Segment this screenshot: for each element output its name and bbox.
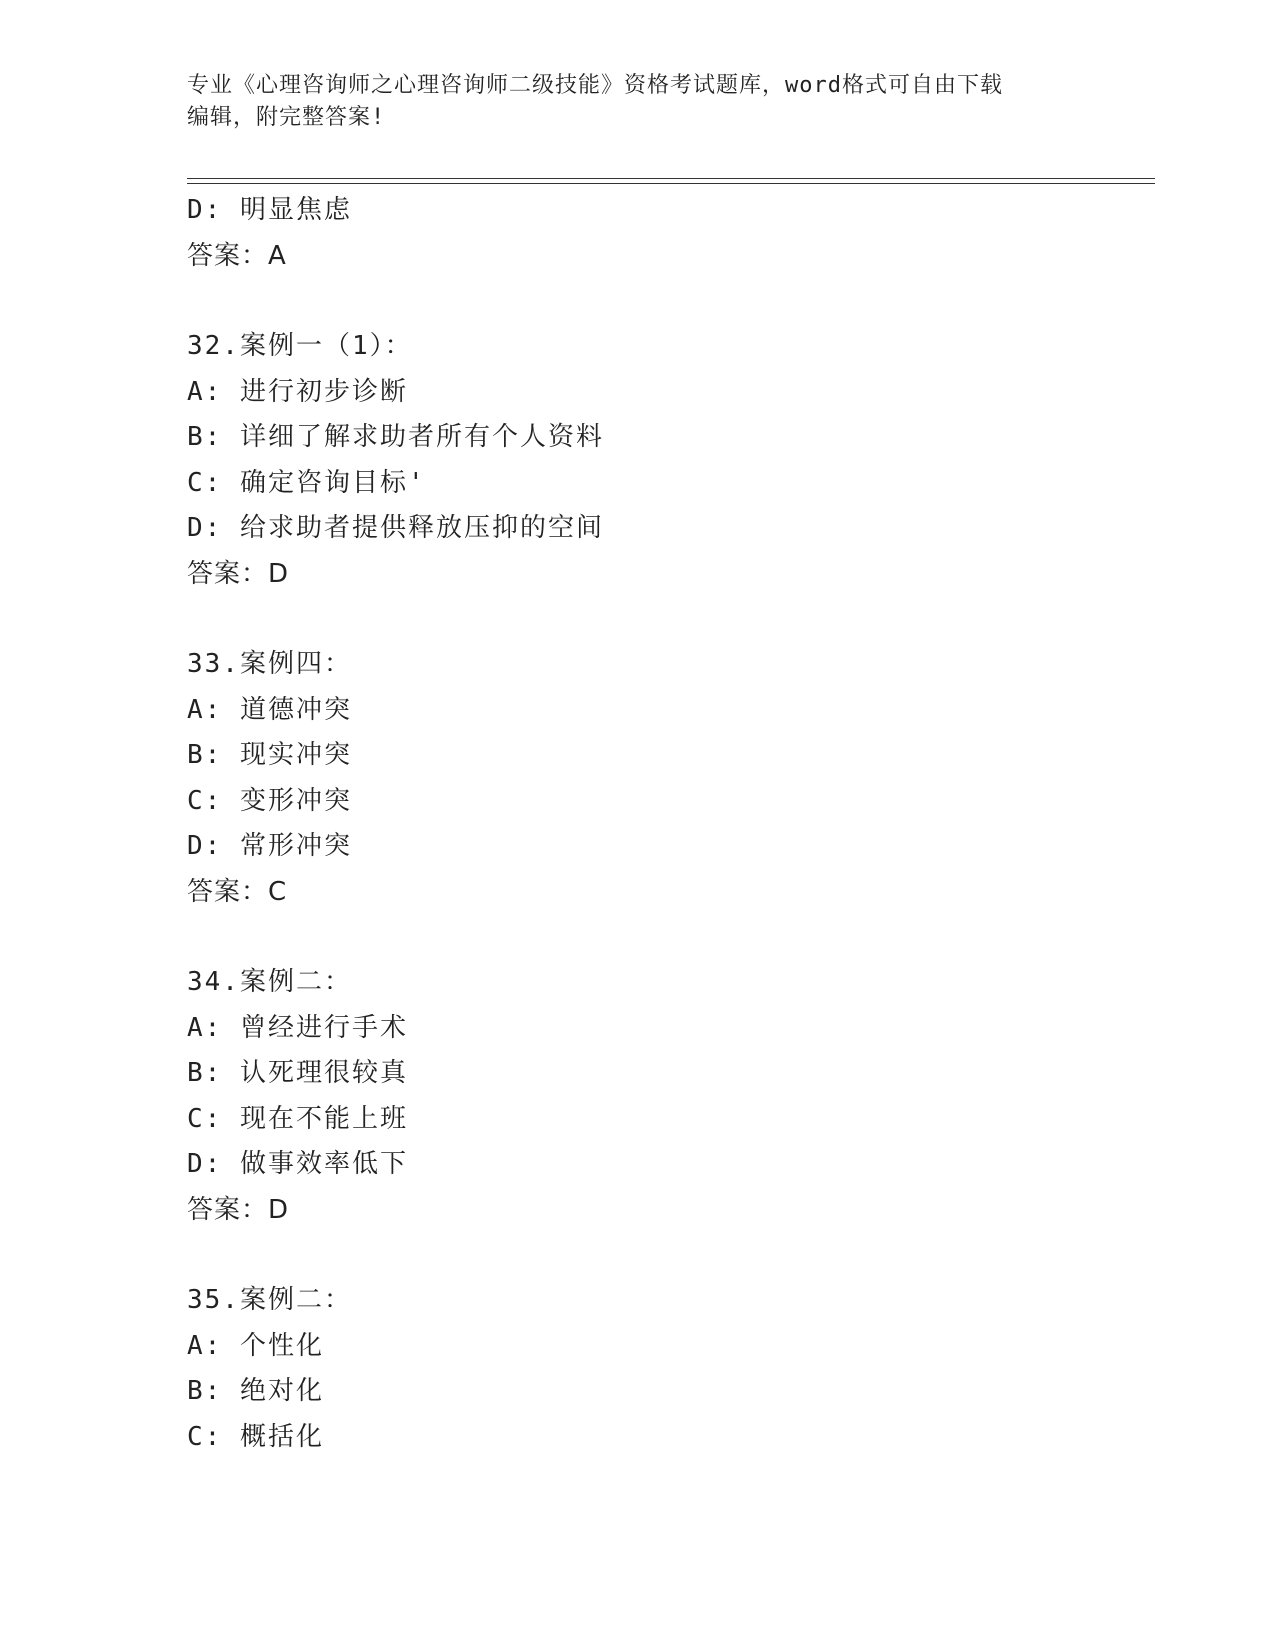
question-title: 34.案例二：	[187, 967, 352, 997]
option-c: C: 概括化	[187, 1421, 324, 1452]
answer: 答案：A	[187, 240, 287, 271]
option-b: B: 详细了解求助者所有个人资料	[187, 422, 604, 452]
option-d: D: 常形冲突	[187, 831, 352, 861]
option-b: B: 现实冲突	[187, 740, 352, 770]
option-b: B: 绝对化	[187, 1376, 324, 1406]
answer: 答案：C	[187, 876, 288, 907]
option-d: D: 做事效率低下	[187, 1149, 408, 1179]
question-34	[187, 960, 1147, 1233]
header-line-1: 专业《心理咨询师之心理咨询师二级技能》资格考试题库，word格式可自由下载	[187, 73, 1003, 98]
question-title: 35.案例二：	[187, 1285, 352, 1315]
question-33	[187, 642, 1147, 915]
option-b: B: 认死理很较真	[187, 1058, 408, 1088]
option-c: C: 确定咨询目标'	[187, 467, 426, 498]
option-c: C: 变形冲突	[187, 785, 352, 816]
option-c: C: 现在不能上班	[187, 1103, 408, 1134]
question-32	[187, 324, 1147, 597]
option-a: A: 进行初步诊断	[187, 376, 408, 407]
header-double-rule	[187, 178, 1155, 184]
header-line-2: 编辑，附完整答案!	[187, 105, 386, 130]
option-a: A: 个性化	[187, 1330, 324, 1361]
option-a: A: 道德冲突	[187, 694, 352, 725]
document-header	[187, 70, 1087, 134]
option-a: A: 曾经进行手术	[187, 1012, 408, 1043]
question-35	[187, 1278, 1147, 1460]
option-d: D: 给求助者提供释放压抑的空间	[187, 513, 604, 543]
answer: 答案：D	[187, 1194, 290, 1225]
question-title: 32.案例一（1）：	[187, 331, 413, 361]
question-title: 33.案例四：	[187, 649, 352, 679]
question-list	[187, 188, 1147, 1460]
answer: 答案：D	[187, 558, 290, 589]
option-d: D: 明显焦虑	[187, 195, 352, 225]
